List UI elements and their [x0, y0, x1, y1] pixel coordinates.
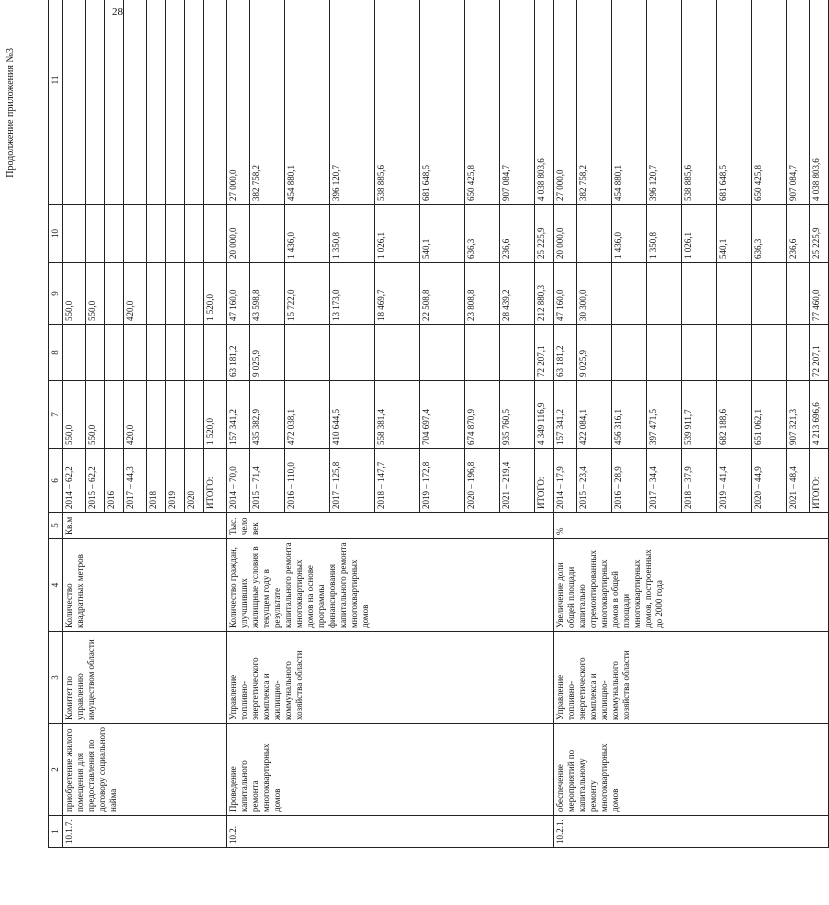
amount-cell: 72 207,1: [810, 325, 829, 381]
amount-cell: [185, 325, 204, 381]
amount-cell: [63, 325, 86, 381]
amount-cell: 43 598,8: [250, 263, 285, 325]
year-value-cell: 2020 – 196,8: [465, 449, 500, 513]
amount-cell: 681 648,5: [717, 0, 752, 205]
column-number: 6: [49, 449, 63, 513]
amount-cell: 1 350,8: [330, 205, 375, 263]
amount-cell: [612, 325, 647, 381]
amount-cell: 20 000,0: [227, 205, 250, 263]
amount-cell: 382 758,2: [250, 0, 285, 205]
amount-cell: [285, 325, 330, 381]
amount-cell: 674 870,9: [465, 381, 500, 449]
amount-cell: 907 084,7: [500, 0, 535, 205]
column-number: 2: [49, 724, 63, 816]
amount-cell: [147, 325, 166, 381]
row-unit: Тыс. человек: [227, 513, 554, 539]
row-unit: Кв.м: [63, 513, 227, 539]
row-executor: Управление топливно-энергетического комплекса и жилищно-коммунального хозяйства области: [227, 632, 554, 724]
amount-cell: 454 880,1: [285, 0, 330, 205]
amount-cell: 47 160,0: [554, 263, 577, 325]
row-name: обеспечение мероприятий по капитальному ремонту многоквартирных домов: [554, 724, 829, 816]
amount-cell: 420,0: [124, 381, 147, 449]
amount-cell: 550,0: [63, 381, 86, 449]
column-number: 11: [49, 0, 63, 205]
amount-cell: 704 697,4: [420, 381, 465, 449]
amount-cell: [185, 263, 204, 325]
amount-cell: [63, 0, 86, 205]
row-code: 10.2.1.: [554, 816, 829, 848]
amount-cell: 682 188,6: [717, 381, 752, 449]
row-name: приобретение жилого помещения для предоставления по договору социального найма: [63, 724, 227, 816]
column-number: 10: [49, 205, 63, 263]
amount-cell: [185, 381, 204, 449]
amount-cell: [612, 263, 647, 325]
row-unit: %: [554, 513, 829, 539]
year-value-cell: 2016 – 110,0: [285, 449, 330, 513]
year-value-cell: 2016: [105, 449, 124, 513]
amount-cell: 1 520,0: [204, 263, 227, 325]
amount-cell: 410 644,5: [330, 381, 375, 449]
column-number: 4: [49, 539, 63, 632]
row-code: 10.1.7.: [63, 816, 227, 848]
amount-cell: [717, 263, 752, 325]
amount-cell: [105, 0, 124, 205]
amount-cell: [166, 205, 185, 263]
amount-cell: 538 885,6: [375, 0, 420, 205]
year-value-cell: 2019: [166, 449, 185, 513]
column-number: 8: [49, 325, 63, 381]
continuation-label: Продолжение приложения №3: [5, 48, 16, 178]
amount-cell: [204, 205, 227, 263]
year-value-cell: 2018 – 147,7: [375, 449, 420, 513]
amount-cell: 47 160,0: [227, 263, 250, 325]
row-name: Проведение капитального ремонта многоквартирных домов: [227, 724, 554, 816]
amount-cell: [86, 325, 105, 381]
amount-cell: 540,1: [717, 205, 752, 263]
amount-cell: 651 062,1: [752, 381, 787, 449]
amount-cell: [105, 205, 124, 263]
amount-cell: [682, 263, 717, 325]
amount-cell: 650 425,8: [752, 0, 787, 205]
amount-cell: 23 808,8: [465, 263, 500, 325]
column-number: 9: [49, 263, 63, 325]
amount-cell: [185, 205, 204, 263]
year-value-cell: 2017 – 34,4: [647, 449, 682, 513]
amount-cell: 382 758,2: [577, 0, 612, 205]
amount-cell: 30 300,0: [577, 263, 612, 325]
amount-cell: 72 207,1: [535, 325, 554, 381]
amount-cell: 472 038,1: [285, 381, 330, 449]
amount-cell: 1 026,1: [682, 205, 717, 263]
amount-cell: 435 382,9: [250, 381, 285, 449]
amount-cell: [420, 325, 465, 381]
amount-cell: 27 000,0: [554, 0, 577, 205]
amount-cell: 63 181,2: [227, 325, 250, 381]
amount-cell: [105, 381, 124, 449]
year-value-cell: 2017 – 44,3: [124, 449, 147, 513]
amount-cell: [717, 325, 752, 381]
amount-cell: 636,3: [465, 205, 500, 263]
table-row: [554, 0, 577, 848]
rotated-content: [5, 48, 821, 848]
amount-cell: 63 181,2: [554, 325, 577, 381]
amount-cell: [752, 263, 787, 325]
table-row: [227, 0, 250, 848]
amount-cell: [86, 0, 105, 205]
amount-cell: 558 381,4: [375, 381, 420, 449]
amount-cell: [124, 205, 147, 263]
column-number: 3: [49, 632, 63, 724]
year-value-cell: 2019 – 41,4: [717, 449, 752, 513]
amount-cell: [105, 325, 124, 381]
amount-cell: 422 084,1: [577, 381, 612, 449]
column-number: 1: [49, 816, 63, 848]
amount-cell: 13 173,0: [330, 263, 375, 325]
amount-cell: 77 460,0: [810, 263, 829, 325]
amount-cell: 1 026,1: [375, 205, 420, 263]
amount-cell: 15 722,0: [285, 263, 330, 325]
amount-cell: [204, 0, 227, 205]
amount-cell: [330, 325, 375, 381]
year-value-cell: 2019 – 172,8: [420, 449, 465, 513]
amount-cell: 157 341,2: [227, 381, 250, 449]
amount-cell: [166, 325, 185, 381]
amount-cell: [752, 325, 787, 381]
amount-cell: [147, 381, 166, 449]
row-executor: Комитет по управлению имуществом области: [63, 632, 227, 724]
amount-cell: 397 471,5: [647, 381, 682, 449]
amount-cell: 25 225,9: [535, 205, 554, 263]
amount-cell: 550,0: [86, 381, 105, 449]
amount-cell: 396 120,7: [647, 0, 682, 205]
row-code: 10.2.: [227, 816, 554, 848]
year-value-cell: 2017 – 125,8: [330, 449, 375, 513]
table-row: [63, 0, 86, 848]
year-value-cell: 2020: [185, 449, 204, 513]
amount-cell: [375, 325, 420, 381]
amount-cell: 236,6: [500, 205, 535, 263]
amount-cell: [647, 263, 682, 325]
amount-cell: [500, 325, 535, 381]
year-value-cell: ИТОГО:: [810, 449, 829, 513]
year-value-cell: 2015 – 23,4: [577, 449, 612, 513]
year-value-cell: 2016 – 28,9: [612, 449, 647, 513]
amount-cell: 538 885,6: [682, 0, 717, 205]
amount-cell: [204, 325, 227, 381]
column-number: 7: [49, 381, 63, 449]
amount-cell: 236,6: [787, 205, 810, 263]
amount-cell: 550,0: [63, 263, 86, 325]
amount-cell: [124, 325, 147, 381]
amount-cell: 27 000,0: [227, 0, 250, 205]
amount-cell: 650 425,8: [465, 0, 500, 205]
amount-cell: [166, 381, 185, 449]
year-value-cell: 2020 – 44,9: [752, 449, 787, 513]
amount-cell: [147, 263, 166, 325]
year-value-cell: 2018: [147, 449, 166, 513]
amount-cell: 9 025,9: [577, 325, 612, 381]
row-indicator: Количество квадратных метров: [63, 539, 227, 632]
amount-cell: 4 213 696,6: [810, 381, 829, 449]
amount-cell: [787, 325, 810, 381]
amount-cell: [577, 205, 612, 263]
amount-cell: [147, 0, 166, 205]
row-indicator: Количество граждан, улучшивших жилищные условия в текущем году в результате капитального ремонта многоквартирных домов на основе программы финансирования капитального ремонта многоквартирных домов: [227, 539, 554, 632]
amount-cell: [682, 325, 717, 381]
amount-cell: 18 469,7: [375, 263, 420, 325]
amount-cell: 539 911,7: [682, 381, 717, 449]
amount-cell: [63, 205, 86, 263]
amount-cell: 1 436,0: [612, 205, 647, 263]
year-value-cell: 2015 – 71,4: [250, 449, 285, 513]
amount-cell: 636,3: [752, 205, 787, 263]
amount-cell: [86, 205, 105, 263]
column-number: 5: [49, 513, 63, 539]
amount-cell: 935 760,5: [500, 381, 535, 449]
amount-cell: 4 038 803,6: [535, 0, 554, 205]
row-indicator: Увеличение доли общей площади капитально отремонтированных многоквартирных домов в общей площади многоквартирных домов, построенных до 2000 года: [554, 539, 829, 632]
amount-cell: 1 520,0: [204, 381, 227, 449]
year-value-cell: 2021 – 48,4: [787, 449, 810, 513]
amount-cell: [647, 325, 682, 381]
amount-cell: 4 038 803,6: [810, 0, 829, 205]
amount-cell: [105, 263, 124, 325]
page-number: 28: [112, 6, 123, 18]
amount-cell: [185, 0, 204, 205]
amount-cell: 157 341,2: [554, 381, 577, 449]
amount-cell: 4 349 116,9: [535, 381, 554, 449]
year-value-cell: ИТОГО:: [204, 449, 227, 513]
amount-cell: 456 316,1: [612, 381, 647, 449]
amount-cell: 22 508,8: [420, 263, 465, 325]
year-value-cell: ИТОГО:: [535, 449, 554, 513]
amount-cell: [250, 205, 285, 263]
amount-cell: 212 880,3: [535, 263, 554, 325]
program-table: [48, 0, 829, 848]
amount-cell: 681 648,5: [420, 0, 465, 205]
amount-cell: 20 000,0: [554, 205, 577, 263]
amount-cell: [147, 205, 166, 263]
amount-cell: 907 084,7: [787, 0, 810, 205]
year-value-cell: 2014 – 70,0: [227, 449, 250, 513]
year-value-cell: 2021 – 219,4: [500, 449, 535, 513]
amount-cell: 9 025,9: [250, 325, 285, 381]
amount-cell: 28 439,2: [500, 263, 535, 325]
amount-cell: [124, 0, 147, 205]
amount-cell: 907 321,3: [787, 381, 810, 449]
amount-cell: [166, 263, 185, 325]
year-value-cell: 2015 – 62,2: [86, 449, 105, 513]
amount-cell: 420,0: [124, 263, 147, 325]
year-value-cell: 2018 – 37,9: [682, 449, 717, 513]
header-row: [49, 0, 63, 848]
year-value-cell: 2014 – 62,2: [63, 449, 86, 513]
amount-cell: 25 225,9: [810, 205, 829, 263]
amount-cell: [166, 0, 185, 205]
amount-cell: [787, 263, 810, 325]
amount-cell: 1 350,8: [647, 205, 682, 263]
amount-cell: [465, 325, 500, 381]
row-executor: Управление топливно-энергетического комплекса и жилищно-коммунального хозяйства области: [554, 632, 829, 724]
amount-cell: 454 880,1: [612, 0, 647, 205]
year-value-cell: 2014 – 17,9: [554, 449, 577, 513]
amount-cell: 540,1: [420, 205, 465, 263]
table-body: [49, 0, 829, 848]
amount-cell: 550,0: [86, 263, 105, 325]
amount-cell: 1 436,0: [285, 205, 330, 263]
amount-cell: 396 120,7: [330, 0, 375, 205]
